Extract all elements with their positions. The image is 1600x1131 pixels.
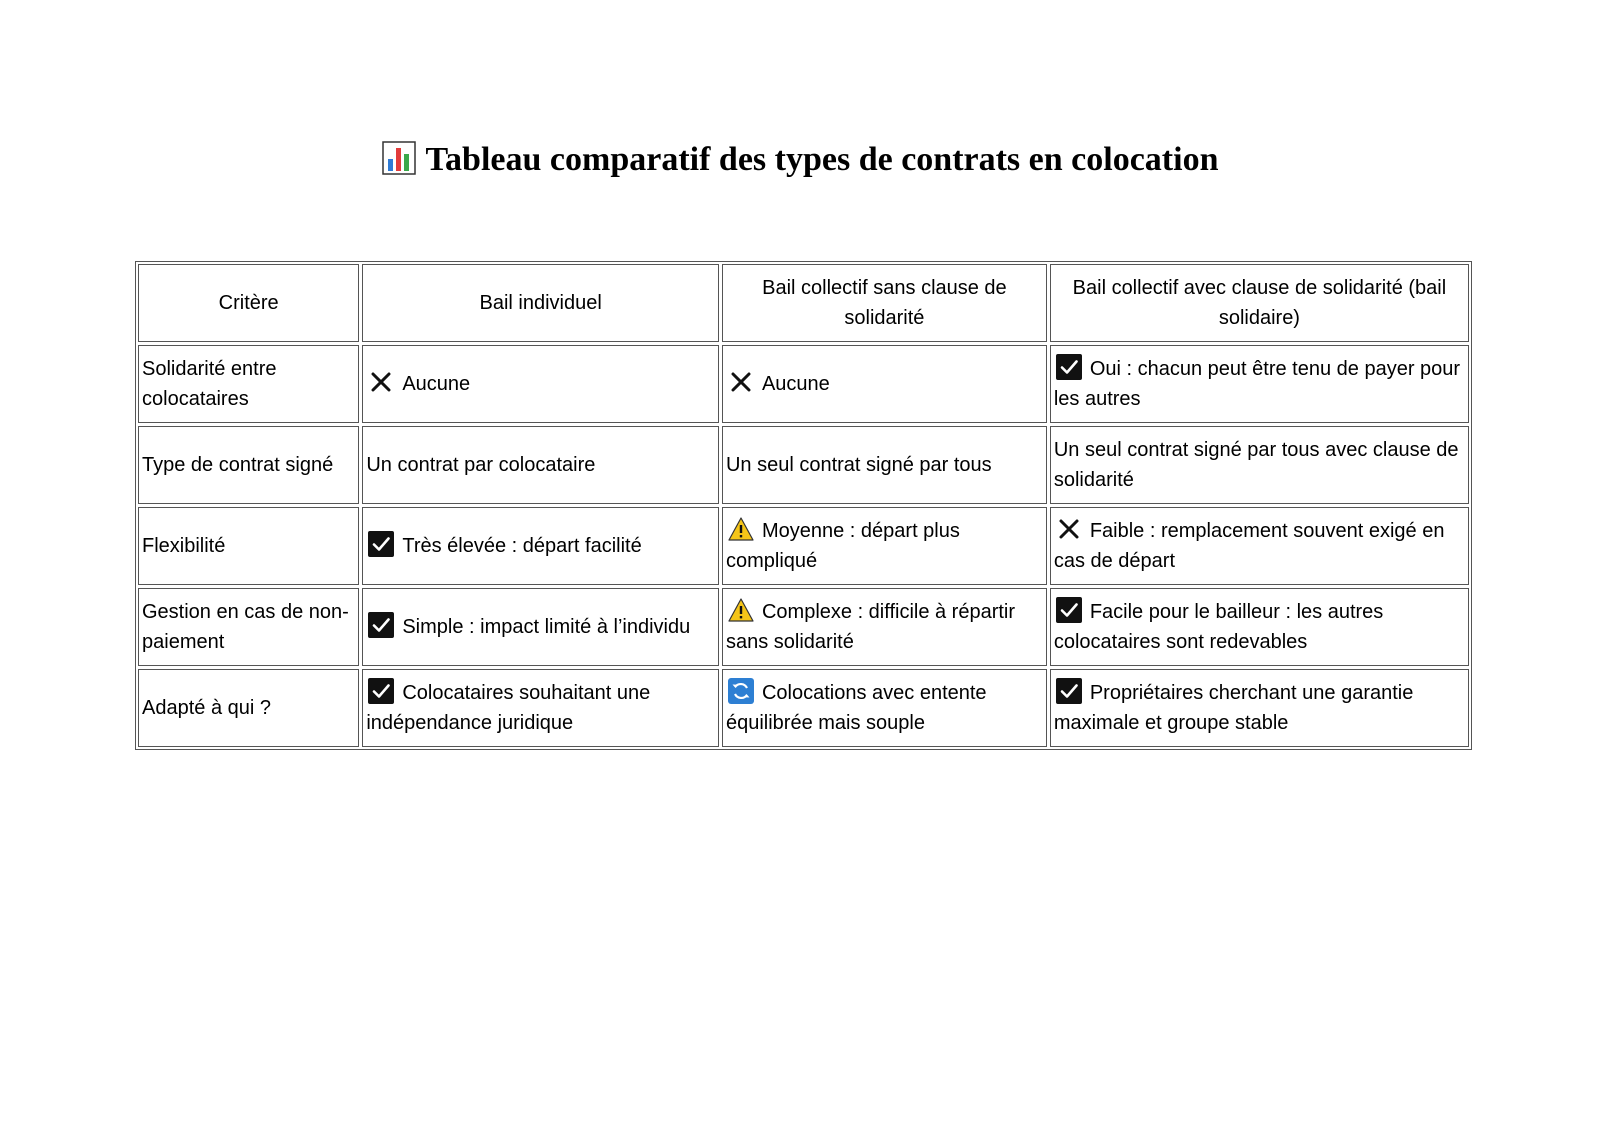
table-row bbox=[138, 426, 1469, 504]
bar-chart-icon bbox=[382, 141, 416, 175]
cell-criterion: Gestion en cas de non-paiement bbox=[138, 588, 359, 666]
cell-text: Très élevée : départ facilité bbox=[402, 535, 642, 557]
cross-icon bbox=[728, 369, 754, 395]
check-icon bbox=[368, 678, 394, 704]
check-icon bbox=[1056, 597, 1082, 623]
cell-text: Un seul contrat signé par tous avec clause de solidarité bbox=[1053, 439, 1459, 491]
header-individual-lease: Bail individuel bbox=[362, 264, 719, 342]
warning-icon bbox=[728, 516, 754, 542]
table-body bbox=[138, 345, 1469, 747]
cell-text: Faible : remplacement souvent exigé en cas de départ bbox=[1053, 520, 1445, 572]
header-collective-lease: Bail collectif sans clause de solidarité bbox=[722, 264, 1047, 342]
check-icon bbox=[368, 612, 394, 638]
cell-collective-lease bbox=[722, 588, 1047, 666]
cell-text: Aucune bbox=[761, 373, 830, 395]
cell-criterion: Solidarité entre colocataires bbox=[138, 345, 359, 423]
cell-collective-lease bbox=[722, 345, 1047, 423]
refresh-icon bbox=[728, 678, 754, 704]
table-header-row bbox=[138, 264, 1469, 342]
table-row bbox=[138, 588, 1469, 666]
cell-text: Colocations avec entente équilibrée mais souple bbox=[725, 682, 987, 734]
cell-text: Oui : chacun peut être tenu de payer pour les autres bbox=[1053, 358, 1461, 410]
cell-collective-lease bbox=[722, 669, 1047, 747]
cell-text: Moyenne : départ plus compliqué bbox=[725, 520, 960, 572]
cell-criterion: Flexibilité bbox=[138, 507, 359, 585]
warning-icon bbox=[728, 597, 754, 623]
cell-individual-lease bbox=[362, 345, 719, 423]
cell-solidarity-lease bbox=[1050, 426, 1469, 504]
cell-text: Un seul contrat signé par tous bbox=[725, 454, 992, 476]
page-title-text: Tableau comparatif des types de contrats en colocation bbox=[425, 141, 1219, 178]
comparison-table bbox=[135, 261, 1472, 750]
cell-individual-lease bbox=[362, 507, 719, 585]
cell-solidarity-lease bbox=[1050, 588, 1469, 666]
cell-text: Aucune bbox=[402, 373, 471, 395]
cell-text: Simple : impact limité à l’individu bbox=[402, 616, 691, 638]
table-row bbox=[138, 507, 1469, 585]
check-icon bbox=[1056, 678, 1082, 704]
cell-individual-lease bbox=[362, 426, 719, 504]
cell-text: Propriétaires cherchant une garantie maximale et groupe stable bbox=[1053, 682, 1414, 734]
page-title bbox=[0, 138, 1600, 182]
cell-individual-lease bbox=[362, 588, 719, 666]
cross-icon bbox=[368, 369, 394, 395]
check-icon bbox=[1056, 354, 1082, 380]
cell-collective-lease bbox=[722, 426, 1047, 504]
check-icon bbox=[368, 531, 394, 557]
cross-icon bbox=[1056, 516, 1082, 542]
cell-text: Colocataires souhaitant une indépendance juridique bbox=[366, 682, 651, 734]
header-criterion: Critère bbox=[138, 264, 359, 342]
cell-solidarity-lease bbox=[1050, 507, 1469, 585]
comparison-table-frame bbox=[135, 261, 1472, 750]
cell-text: Un contrat par colocataire bbox=[366, 454, 596, 476]
table-row bbox=[138, 345, 1469, 423]
header-solidarity-lease: Bail collectif avec clause de solidarité (bail solidaire) bbox=[1050, 264, 1469, 342]
cell-solidarity-lease bbox=[1050, 669, 1469, 747]
cell-criterion: Type de contrat signé bbox=[138, 426, 359, 504]
cell-text: Facile pour le bailleur : les autres colocataires sont redevables bbox=[1053, 601, 1384, 653]
cell-collective-lease bbox=[722, 507, 1047, 585]
cell-criterion: Adapté à qui ? bbox=[138, 669, 359, 747]
table-row bbox=[138, 669, 1469, 747]
cell-individual-lease bbox=[362, 669, 719, 747]
cell-solidarity-lease bbox=[1050, 345, 1469, 423]
cell-text: Complexe : difficile à répartir sans solidarité bbox=[725, 601, 1016, 653]
